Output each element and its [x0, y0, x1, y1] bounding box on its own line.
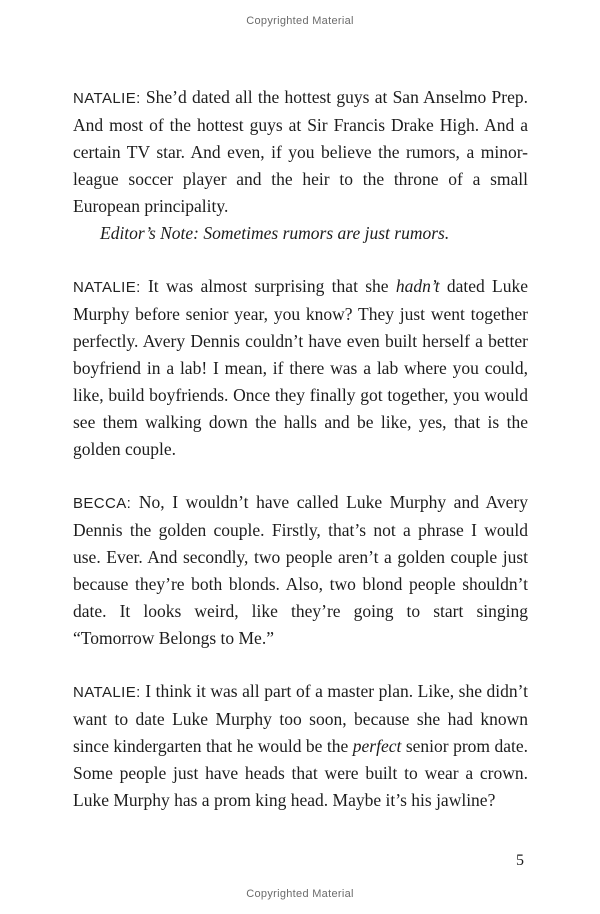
dialogue-text: I think it was all part of a master plan. Like, she didn’t want to date Luke Murphy too soon, because she had known since kindergarten that he would be the [73, 681, 529, 756]
dialogue-text: dated Luke Murphy before senior year, you know? They just went together perfectly. Avery Dennis couldn’t have even built herself a better boyfriend in a lab! I mean, if there was a lab where you could, like, build boyfriends. Once they finally got together, you would see them walking down the halls and be like, yes, that is the golden couple. [73, 276, 529, 459]
dialogue-paragraph [73, 489, 528, 652]
page-number: 5 [516, 852, 524, 869]
italic-emphasis: hadn’t [395, 276, 440, 296]
dialogue-paragraph [73, 84, 528, 220]
dialogue-paragraph [73, 678, 528, 814]
dialogue-text: No, I wouldn’t have called Luke Murphy and Avery Dennis the golden couple. Firstly, that’s not a phrase I would use. Ever. And secondly, two people aren’t a golden couple just because they’re both blonds. Also, two blond people shouldn’t date. It looks weird, like they’re going to start singing “Tomorrow Belongs to Me.” [73, 492, 529, 648]
speaker-name: NATALIE: [73, 279, 141, 296]
speaker-name: NATALIE: [73, 684, 141, 701]
editors-note: Editor’s Note: Sometimes rumors are just rumors. [100, 223, 450, 243]
dialogue-paragraph [73, 273, 528, 463]
italic-emphasis: perfect [352, 736, 402, 756]
dialogue-text: senior prom date. Some people just have heads that were built to wear a crown. Luke Murphy has a prom king head. Maybe it’s his jawline? [73, 736, 528, 810]
speaker-name: BECCA: [73, 495, 132, 512]
speaker-name: NATALIE: [73, 90, 141, 107]
copyright-notice-bottom: Copyrighted Material [246, 888, 354, 900]
page-content [73, 84, 528, 840]
dialogue-text: She’d dated all the hottest guys at San Anselmo Prep. And most of the hottest guys at Sir Francis Drake High. And a certain TV star. And even, if you believe the rumors, a minor-league soccer player and the heir to the throne of a small European principality. [73, 87, 528, 216]
dialogue-text: It was almost surprising that she [147, 276, 396, 296]
copyright-notice-top: Copyrighted Material [246, 15, 354, 27]
